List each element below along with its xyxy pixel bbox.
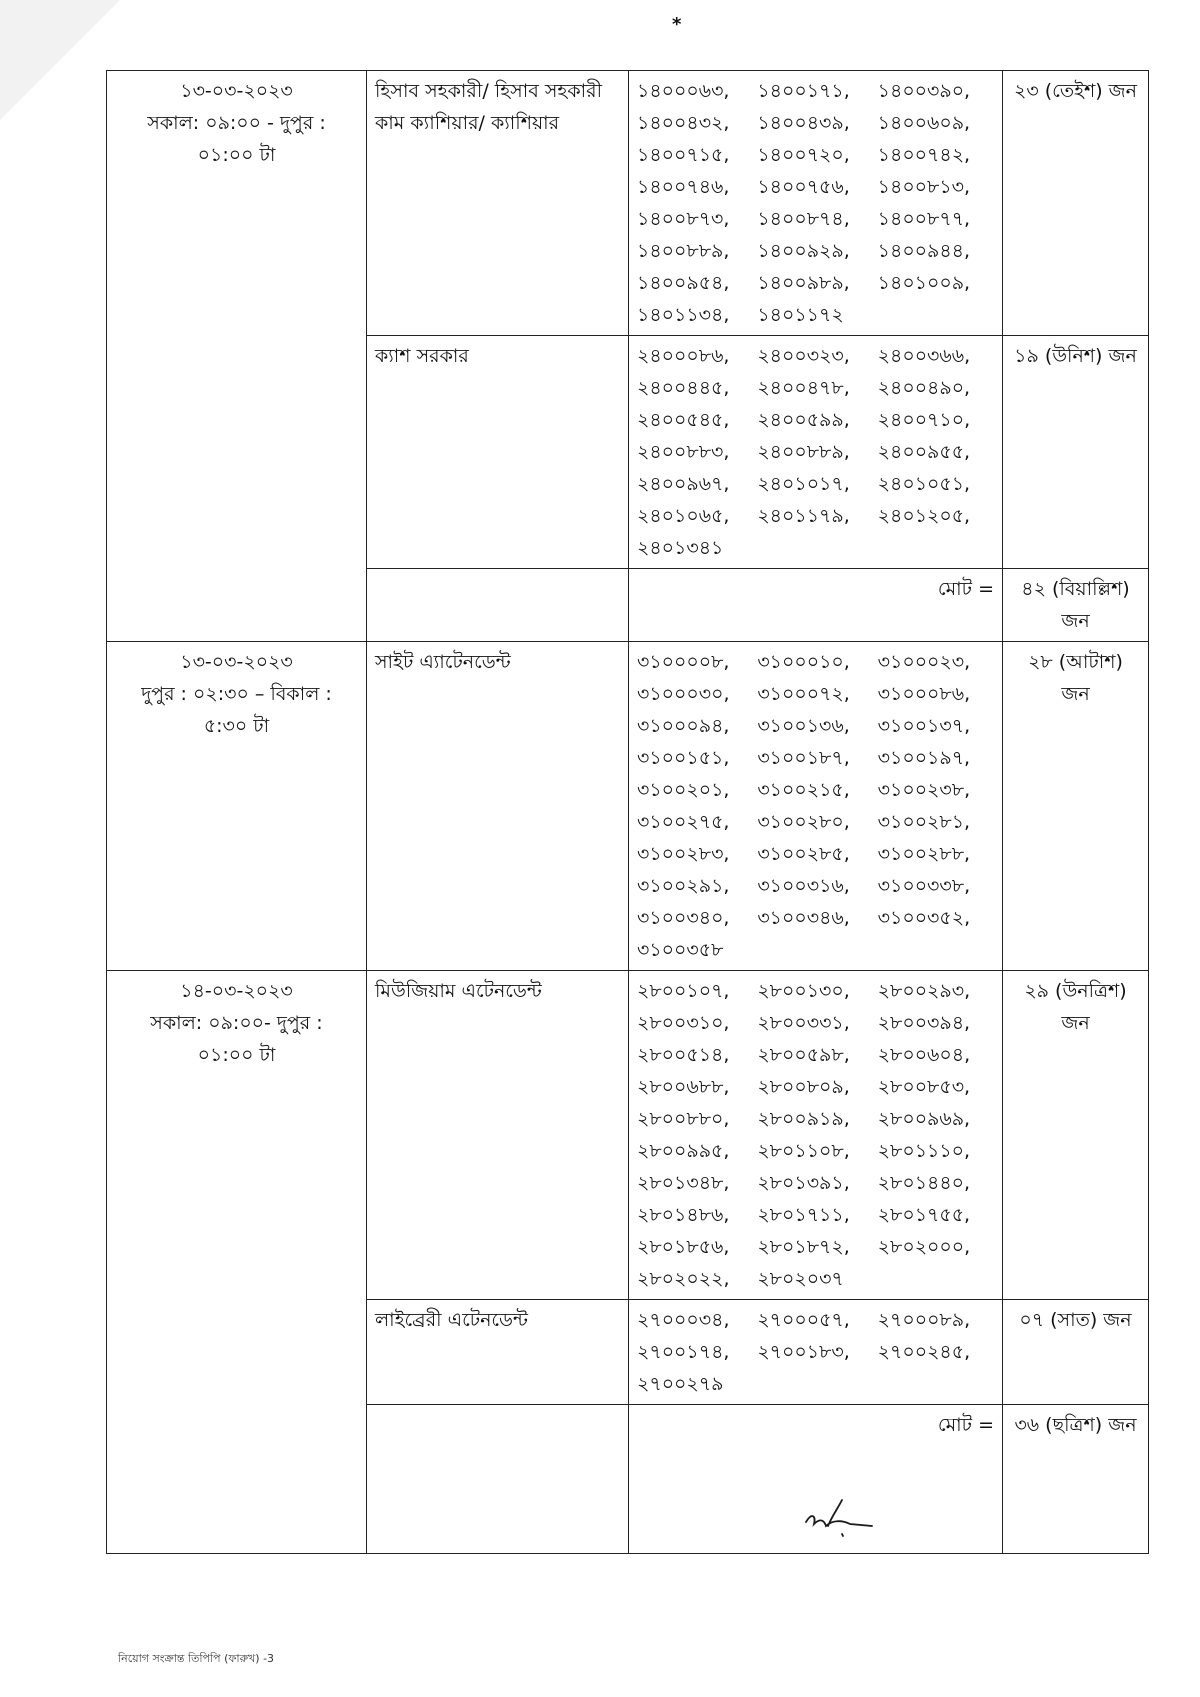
roll-number: ১৪০০৭২০, bbox=[757, 144, 850, 166]
roll-number: ২৮০০১৩০, bbox=[757, 980, 850, 1002]
roll-number: ২৪০১০৫১, bbox=[877, 473, 971, 495]
roll-number: ২৮০১৮৭২, bbox=[757, 1236, 850, 1258]
candidate-count: ০৭ (সাত) জন bbox=[1003, 1300, 1149, 1405]
exam-time-line1: সকাল: ০৯:০০- দুপুর : bbox=[150, 1012, 323, 1034]
roll-number: ২৮০১৪৪০, bbox=[877, 1172, 971, 1194]
roll-list-cell bbox=[629, 1300, 1003, 1405]
roll-number: ১৪০০৭৫৬, bbox=[757, 176, 850, 198]
roll-number: ২৮০০১০৭, bbox=[637, 980, 730, 1002]
exam-time-line1: সকাল: ০৯:০০ - দুপুর : bbox=[147, 112, 326, 134]
exam-datetime-cell bbox=[107, 642, 367, 971]
roll-number: ২৪০০৪৪৫, bbox=[637, 377, 730, 399]
footer-note: নিয়োগ সংক্রান্ত তিপিপি (ফারুখ) -3 bbox=[118, 1652, 275, 1665]
roll-number: ৩১০০২৮৮, bbox=[877, 843, 971, 865]
roll-number: ৩১০০০১০, bbox=[757, 651, 850, 673]
roll-number: ২৮০০৮৮০, bbox=[637, 1108, 730, 1130]
signature-icon bbox=[802, 1490, 882, 1540]
post-name: হিসাব সহকারী/ হিসাব সহকারী কাম ক্যাশিয়ার/ ক্যাশিয়ার bbox=[367, 71, 629, 336]
roll-number: ৩১০০৩১৬, bbox=[757, 875, 850, 897]
exam-time-line2: ৫:৩০ টা bbox=[203, 715, 270, 737]
exam-time-line2: ০১:০০ টা bbox=[197, 144, 276, 166]
roll-number: ২৮০১৩৯১, bbox=[757, 1172, 850, 1194]
roll-number: ২৮০১১১০, bbox=[877, 1140, 971, 1162]
roll-number: ১৪০০৪৩২, bbox=[637, 112, 730, 134]
roll-list bbox=[637, 975, 994, 1295]
roll-number: ২৪০০৮৮৯, bbox=[757, 441, 850, 463]
roll-list-cell bbox=[629, 642, 1003, 971]
roll-number: ২৪০০৪৭৮, bbox=[757, 377, 850, 399]
roll-number: ২৮০২০০০, bbox=[877, 1236, 971, 1258]
roll-number: ২৭০০১৮৩, bbox=[757, 1341, 850, 1363]
roll-number: ৩১০০১৩৭, bbox=[877, 715, 971, 737]
roll-number: ২৪০০৭১০, bbox=[877, 409, 971, 431]
roll-number: ৩১০০৩৩৮, bbox=[877, 875, 971, 897]
roll-number: ৩১০০০০৮, bbox=[637, 651, 730, 673]
roll-number: ২৮০১৭৫৫, bbox=[877, 1204, 971, 1226]
roll-number: ২৮০২০৩৭ bbox=[757, 1268, 844, 1290]
roll-number: ১৪০০৯২৯, bbox=[757, 240, 850, 262]
exam-date: ১৩-০৩-২০২৩ bbox=[180, 651, 293, 673]
exam-date: ১৩-০৩-২০২৩ bbox=[180, 80, 293, 102]
table-row bbox=[107, 642, 1149, 971]
roll-number: ২৮০০৯১৯, bbox=[757, 1108, 850, 1130]
roll-number: ১৪০০১৭১, bbox=[757, 80, 850, 102]
roll-number: ২৪০০৮৮৩, bbox=[637, 441, 730, 463]
roll-number: ২৮০১৩৪৮, bbox=[637, 1172, 730, 1194]
roll-number: ২৮০১৪৮৬, bbox=[637, 1204, 730, 1226]
post-name: সাইট এ্যাটেনডেন্ট bbox=[367, 642, 629, 971]
roll-number: ২৭০০০৫৭, bbox=[757, 1309, 850, 1331]
roll-number: ২৮০১১০৮, bbox=[757, 1140, 850, 1162]
total-label: মোট = bbox=[629, 569, 1003, 642]
roll-list bbox=[637, 75, 994, 331]
roll-number: ১৪০১১৭২ bbox=[757, 304, 844, 326]
post-name: ক্যাশ সরকার bbox=[367, 336, 629, 569]
roll-number: ২৮০২০২২, bbox=[637, 1268, 730, 1290]
roll-number: ১৪০০৮১৩, bbox=[877, 176, 971, 198]
roll-number: ৩১০০২৭৫, bbox=[637, 811, 730, 833]
total-label: মোট = bbox=[629, 1405, 1003, 1554]
roll-number: ৩১০০২৮০, bbox=[757, 811, 850, 833]
roll-number: ৩১০০০৭২, bbox=[757, 683, 850, 705]
roll-number: ১৪০০৯৫৪, bbox=[637, 272, 730, 294]
roll-number: ৩১০০১৫১, bbox=[637, 747, 730, 769]
roll-number: ১৪০০৯৪৪, bbox=[877, 240, 971, 262]
roll-number: ২৮০০৯৬৯, bbox=[877, 1108, 971, 1130]
roll-number: ২৭০০২৭৯ bbox=[637, 1373, 724, 1395]
roll-list bbox=[637, 1304, 994, 1400]
exam-time-line2: ০১:০০ টা bbox=[197, 1044, 276, 1066]
total-count: ৪২ (বিয়াল্লিশ) জন bbox=[1003, 569, 1149, 642]
roll-number: ৩১০০০৮৬, bbox=[877, 683, 971, 705]
roll-number: ২৮০১৮৫৬, bbox=[637, 1236, 730, 1258]
candidate-count: ২৯ (উনত্রিশ) জন bbox=[1003, 971, 1149, 1300]
roll-number: ২৮০০৯৯৫, bbox=[637, 1140, 730, 1162]
page-mark: * bbox=[672, 14, 682, 35]
roll-number: ১৪০১১৩৪, bbox=[637, 304, 730, 326]
roll-number: ২৪০০৩৬৬, bbox=[877, 345, 971, 367]
roll-number: ৩১০০১৮৭, bbox=[757, 747, 850, 769]
roll-number: ৩১০০১৩৬, bbox=[757, 715, 850, 737]
roll-number: ২৪০১৩৪১ bbox=[637, 537, 724, 559]
roll-number: ৩১০০৩৪০, bbox=[637, 907, 730, 929]
roll-number: ৩১০০০৩০, bbox=[637, 683, 730, 705]
roll-number: ৩১০০৩৫২, bbox=[877, 907, 971, 929]
roll-number: ২৮০০২৯৩, bbox=[877, 980, 971, 1002]
roll-number: ২৪০১০৬৫, bbox=[637, 505, 730, 527]
roll-number: ১৪০০৮৭৭, bbox=[877, 208, 971, 230]
roll-number: ২৪০০৫৯৯, bbox=[757, 409, 850, 431]
roll-number: ৩১০০২৮৫, bbox=[757, 843, 850, 865]
roll-number: ২৮০০৮০৯, bbox=[757, 1076, 850, 1098]
roll-number: ৩১০০৩৪৬, bbox=[757, 907, 850, 929]
roll-number: ২৮০০৩১০, bbox=[637, 1012, 730, 1034]
roll-number: ২৪০০০৮৬, bbox=[637, 345, 730, 367]
roll-number: ২৮০১৭১১, bbox=[757, 1204, 850, 1226]
roll-number: ৩১০০২০১, bbox=[637, 779, 730, 801]
roll-number: ১৪০০৮৭৩, bbox=[637, 208, 730, 230]
post-name: মিউজিয়াম এটেনডেন্ট bbox=[367, 971, 629, 1300]
roll-number: ৩১০০০৯৪, bbox=[637, 715, 730, 737]
roll-number: ২৪০০৪৯০, bbox=[877, 377, 971, 399]
roll-number: ২৪০০৯৫৫, bbox=[877, 441, 971, 463]
roll-number: ৩১০০২১৫, bbox=[757, 779, 850, 801]
roll-number: ১৪০০৭৪২, bbox=[877, 144, 971, 166]
roll-list bbox=[637, 646, 994, 966]
roll-number: ১৪০০৬০৯, bbox=[877, 112, 971, 134]
roll-number: ২৭০০১৭৪, bbox=[637, 1341, 730, 1363]
roll-list bbox=[637, 340, 994, 564]
roll-number: ১৪০১০০৯, bbox=[877, 272, 971, 294]
exam-schedule-table bbox=[106, 70, 1149, 1554]
roll-number: ২৪০১১৭৯, bbox=[757, 505, 850, 527]
roll-list-cell bbox=[629, 71, 1003, 336]
roll-number: ১৪০০৩৯০, bbox=[877, 80, 971, 102]
roll-number: ২৮০০৫১৪, bbox=[637, 1044, 730, 1066]
post-name: লাইব্রেরী এটেনডেন্ট bbox=[367, 1300, 629, 1405]
table-row bbox=[107, 971, 1149, 1300]
candidate-count: ১৯ (উনিশ) জন bbox=[1003, 336, 1149, 569]
roll-number: ২৮০০৩৩১, bbox=[757, 1012, 850, 1034]
roll-number: ২৮০০৮৫৩, bbox=[877, 1076, 971, 1098]
roll-number: ৩১০০২৯১, bbox=[637, 875, 730, 897]
candidate-count: ২৩ (তেইশ) জন bbox=[1003, 71, 1149, 336]
roll-number: ১৪০০০৬৩, bbox=[637, 80, 730, 102]
exam-time-line1: দুপুর : ০২:৩০ – বিকাল : bbox=[141, 683, 332, 705]
exam-datetime-cell bbox=[107, 971, 367, 1554]
roll-number: ২৮০০৩৯৪, bbox=[877, 1012, 971, 1034]
candidate-count: ২৮ (আটাশ) জন bbox=[1003, 642, 1149, 971]
roll-number: ২৭০০০৩৪, bbox=[637, 1309, 730, 1331]
total-count: ৩৬ (ছত্রিশ) জন bbox=[1003, 1405, 1149, 1554]
roll-list-cell bbox=[629, 336, 1003, 569]
roll-number: ১৪০০৪৩৯, bbox=[757, 112, 850, 134]
roll-number: ২৪০০৫৪৫, bbox=[637, 409, 730, 431]
empty-cell bbox=[367, 569, 629, 642]
roll-number: ২৪০১০১৭, bbox=[757, 473, 850, 495]
roll-number: ২৮০০৫৯৮, bbox=[757, 1044, 850, 1066]
roll-number: ২৪০১২০৫, bbox=[877, 505, 971, 527]
roll-number: ১৪০০৮৮৯, bbox=[637, 240, 730, 262]
roll-number: ৩১০০০২৩, bbox=[877, 651, 971, 673]
roll-number: ১৪০০৮৭৪, bbox=[757, 208, 850, 230]
exam-date: ১৪-০৩-২০২৩ bbox=[180, 980, 293, 1002]
roll-list-cell bbox=[629, 971, 1003, 1300]
scan-corner-shade bbox=[0, 0, 120, 120]
exam-datetime-cell bbox=[107, 71, 367, 642]
roll-number: ১৪০০৭১৫, bbox=[637, 144, 730, 166]
roll-number: ২৮০০৬৮৮, bbox=[637, 1076, 730, 1098]
empty-cell bbox=[367, 1405, 629, 1554]
roll-number: ৩১০০২৮৩, bbox=[637, 843, 730, 865]
roll-number: ১৪০০৯৮৯, bbox=[757, 272, 850, 294]
roll-number: ১৪০০৭৪৬, bbox=[637, 176, 730, 198]
roll-number: ২৭০০২৪৫, bbox=[877, 1341, 971, 1363]
roll-number: ৩১০০১৯৭, bbox=[877, 747, 971, 769]
roll-number: ৩১০০২৩৮, bbox=[877, 779, 971, 801]
roll-number: ২৮০০৬০৪, bbox=[877, 1044, 971, 1066]
roll-number: ২৪০০৩২৩, bbox=[757, 345, 850, 367]
table-row bbox=[107, 71, 1149, 336]
roll-number: ৩১০০৩৫৮ bbox=[637, 939, 724, 961]
roll-number: ২৭০০০৮৯, bbox=[877, 1309, 971, 1331]
roll-number: ৩১০০২৮১, bbox=[877, 811, 971, 833]
roll-number: ২৪০০৯৬৭, bbox=[637, 473, 730, 495]
